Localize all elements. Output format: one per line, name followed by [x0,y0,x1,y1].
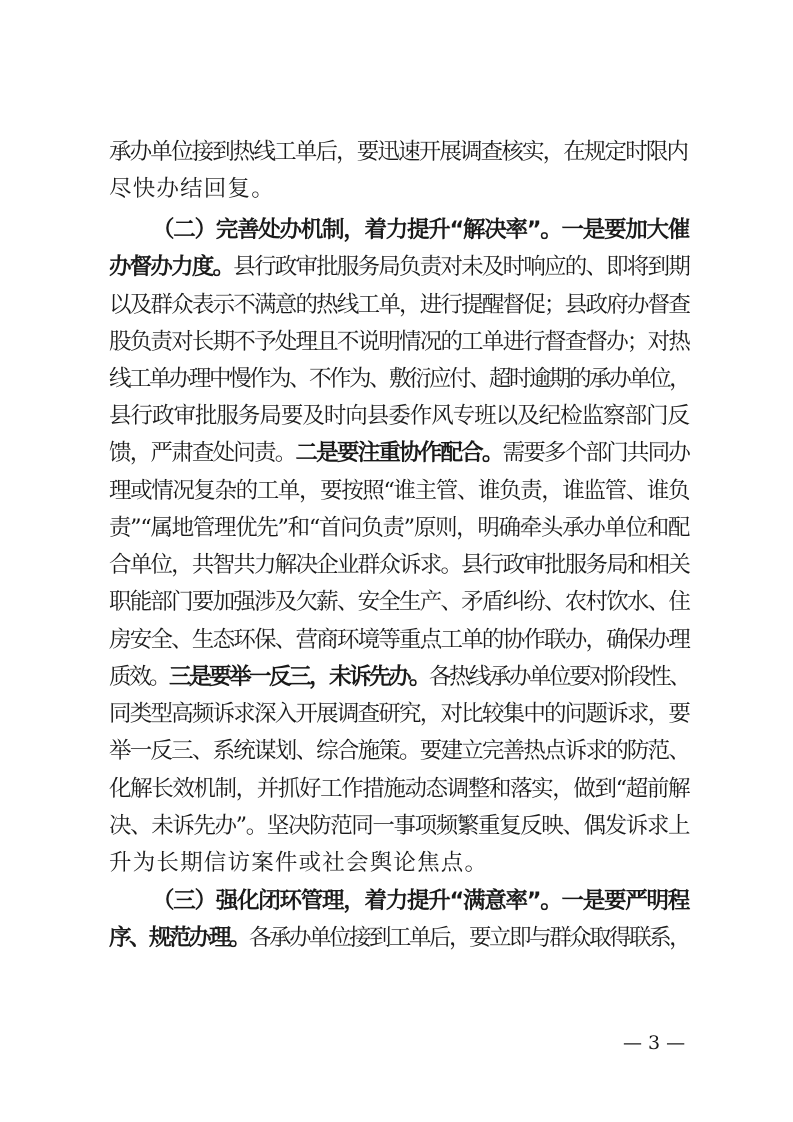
paragraph-2-line-8: 理或情况复杂的工单，要按照“谁主管、谁负责，谁监管、谁负 [109,478,689,504]
paragraph-2-line-13 [109,662,689,694]
paragraph-2-line-2 [109,252,689,284]
paragraph-2-line-12: 房安全、生态环保、营商环境等重点工单的协作联办，确保办理 [109,627,689,653]
section-2-heading: （二）完善处办机制，着力提升“解决率”。 [152,217,562,243]
paragraph-2-line-7-b: 需要多个部门共同办 [502,440,689,466]
paragraph-2-line-3: 以及群众表示不满意的热线工单，进行提醒督促；县政府办督查 [109,292,689,318]
paragraph-2-line-14: 同类型高频诉求深入开展调查研究，对比较集中的问题诉求，要 [109,701,689,727]
section-3-heading: （三）强化闭环管理，着力提升“满意率”。 [152,888,562,914]
paragraph-1-line-2: 尽快办结回复。 [109,176,275,202]
paragraph-3-line-1 [152,886,689,918]
paragraph-3-line-2-text: 各承办单位接到工单后，要立即与群众取得联系， [249,925,690,951]
paragraph-3-line-2 [109,923,689,955]
section-3-point-1-title-b: 序、规范办理。 [109,925,250,951]
page-number: — 3 — [623,1032,686,1054]
paragraph-2-line-1 [152,215,689,247]
paragraph-2-line-13-a: 质效。 [109,664,170,690]
paragraph-2-line-11: 职能部门要加强涉及欠薪、安全生产、矛盾纠纷、农村饮水、住 [109,589,689,615]
point-3-title: 三是要举一反三，未诉先办。 [169,664,430,690]
point-1-title-b: 办督办力度。 [109,254,234,280]
paragraph-2-line-2-text: 县行政审批服务局负责对未及时响应的、即将到期 [233,254,689,280]
paragraph-2-line-10: 合单位，共智共力解决企业群众诉求。县行政审批服务局和相关 [109,552,689,578]
paragraph-2-line-4: 股负责对长期不予处理且不说明情况的工单进行督查督办；对热 [109,329,689,355]
section-3-point-1-title-a: 一是要严明程 [561,888,689,914]
paragraph-1-line-1: 承办单位接到热线工单后，要迅速开展调查核实，在规定时限内 [109,139,688,165]
paragraph-2-line-18: 升为长期信访案件或社会舆论焦点。 [109,850,489,876]
paragraph-2-line-6: 县行政审批服务局要及时向县委作风专班以及纪检监察部门反 [109,403,689,429]
paragraph-2-line-5: 线工单办理中慢作为、不作为、敷衍应付、超时逾期的承办单位， [109,366,689,392]
paragraph-2-line-17: 决、未诉先办”。坚决防范同一事项频繁重复反映、偶发诉求上 [109,813,689,839]
paragraph-2-line-9: 责”“属地管理优先”和“首问负责”原则，明确牵头承办单位和配 [109,515,689,541]
paragraph-2-line-15: 举一反三、系统谋划、综合施策。要建立完善热点诉求的防范、 [109,738,689,764]
point-2-title: 二是要注重协作配合。 [295,440,503,466]
paragraph-2-line-13-b: 各热线承办单位要对阶段性、 [429,664,689,690]
paragraph-2-line-7 [109,438,689,470]
point-1-title-a: 一是要加大催 [561,217,689,243]
paragraph-2-line-7-a: 馈，严肃查处问责。 [109,440,296,466]
paragraph-2-line-16: 化解长效机制，并抓好工作措施动态调整和落实，做到“超前解 [109,776,689,802]
